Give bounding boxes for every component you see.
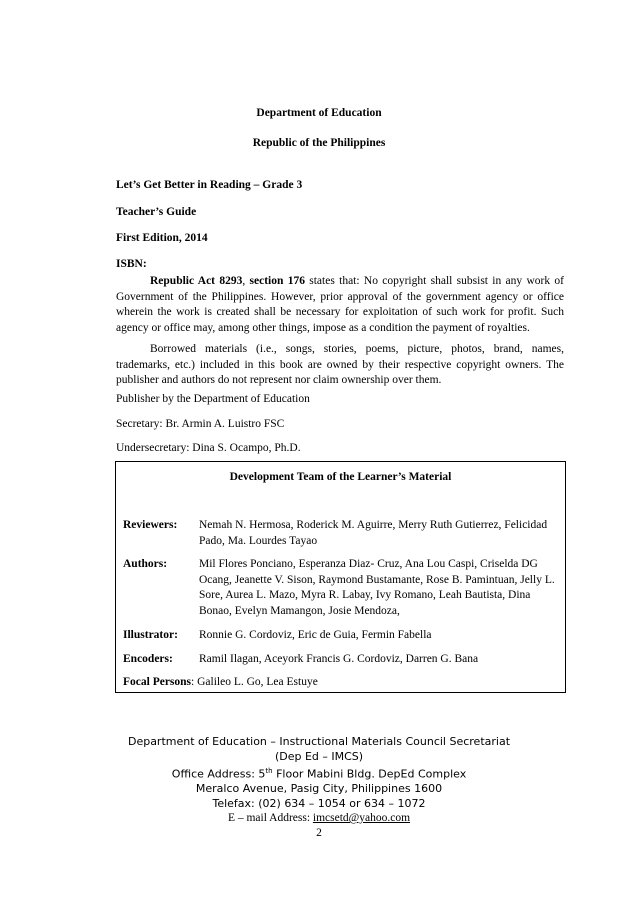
footer-abbrev: (Dep Ed – IMCS) [274,749,364,763]
encoders-value: Ramil Ilagan, Aceyork Francis G. Cordoviz, Darren G. Bana [199,653,479,665]
focal-persons-value: : Galileo L. Go, Lea Estuye [191,676,318,688]
footer-email-line [0,811,638,826]
authors-value: Mil Flores Ponciano, Esperanza Diaz- Cruz, Ana Lou Caspi, Criselda DG Ocang, Jeanette V. Sison, Raymond Bustamante, Rose B. Pamintuan, Jelly L. Sore, Aurea L. Mazo, Myra R. Labay, Ivy Romano, Leah Bautista, Dina Bonao, Evelyn Mamangon, Josie Mendoza, [199,558,555,617]
header-department: Department of Education [256,107,382,119]
footer-address [0,764,638,782]
footer-address-post: Floor Mabini Bldg. DepEd Complex [272,767,467,781]
borrowed-text: Borrowed materials (i.e., songs, stories, poems, picture, photos, brand, names, trademarks, etc.) included in this book are owned by their respective copyright owners. The publisher and authors do not represent nor claim ownership over them. [116,343,564,386]
email-link[interactable]: imcsetd@yahoo.com [312,812,411,825]
secretary-line: Secretary: Br. Armin A. Luistro FSC [116,418,285,430]
book-title: Let’s Get Better in Reading – Grade 3 [116,179,303,191]
focal-persons-label: Focal Persons [123,676,192,688]
illustrator-label: Illustrator: [123,629,178,641]
copyright-text: states that: No copyright shall subsist in any work of Government of the Philippines. However, prior approval of the government agency or office wherein the work is created shall be necessary for exploitation of such work for profit. Such agency or office may, among other things, impose as a condition the payment of royalties. [116,275,565,334]
section-reference: section 176 [249,275,305,287]
team-title: Development Team of the Learner’s Material [229,471,452,483]
reviewers-label: Reviewers: [123,519,178,531]
book-subtitle: Teacher’s Guide [116,206,197,218]
footer-address-pre: Office Address: 5 [171,767,266,781]
copyright-paragraph: Republic Act 8293, section 176 states that: No copyright shall subsist in any work of Government of the Philippines. However, prior approval of the government agency or office wherein the work is created shall be necessary for exploitation of such work for profit. Such agency or office may, among other things, impose as a condition the payment of royalties. [116,275,565,334]
development-team-box [115,461,566,693]
header-republic: Republic of the Philippines [252,137,386,149]
book-edition: First Edition, 2014 [116,232,208,244]
publisher-line: Publisher by the Department of Education [116,393,310,405]
page-number: 2 [316,826,322,839]
borrowed-materials-paragraph [116,342,564,389]
footer-city: Meralco Avenue, Pasig City, Philippines 1600 [195,782,443,796]
focal-persons-row [123,675,563,691]
footer-block [0,735,638,840]
isbn-label: ISBN: [116,258,147,270]
reviewers-value: Nemah N. Hermosa, Roderick M. Aguirre, Merry Ruth Gutierrez, Felicidad Pado, Ma. Lourdes Tayao [199,519,548,547]
illustrator-value: Ronnie G. Cordoviz, Eric de Guia, Fermin Fabella [199,629,432,641]
authors-label: Authors: [123,558,168,570]
footer-email-label: E – mail Address: [227,812,313,825]
footer-telefax: Telefax: (02) 634 – 1054 or 634 – 1072 [212,796,426,810]
footer-address-sup: th [265,767,273,775]
footer-council: Department of Education – Instructional Materials Council Secretariat [127,735,511,748]
act-reference: Republic Act 8293 [150,275,243,287]
undersecretary-line: Undersecretary: Dina S. Ocampo, Ph.D. [116,442,301,454]
encoders-label: Encoders: [123,653,173,665]
